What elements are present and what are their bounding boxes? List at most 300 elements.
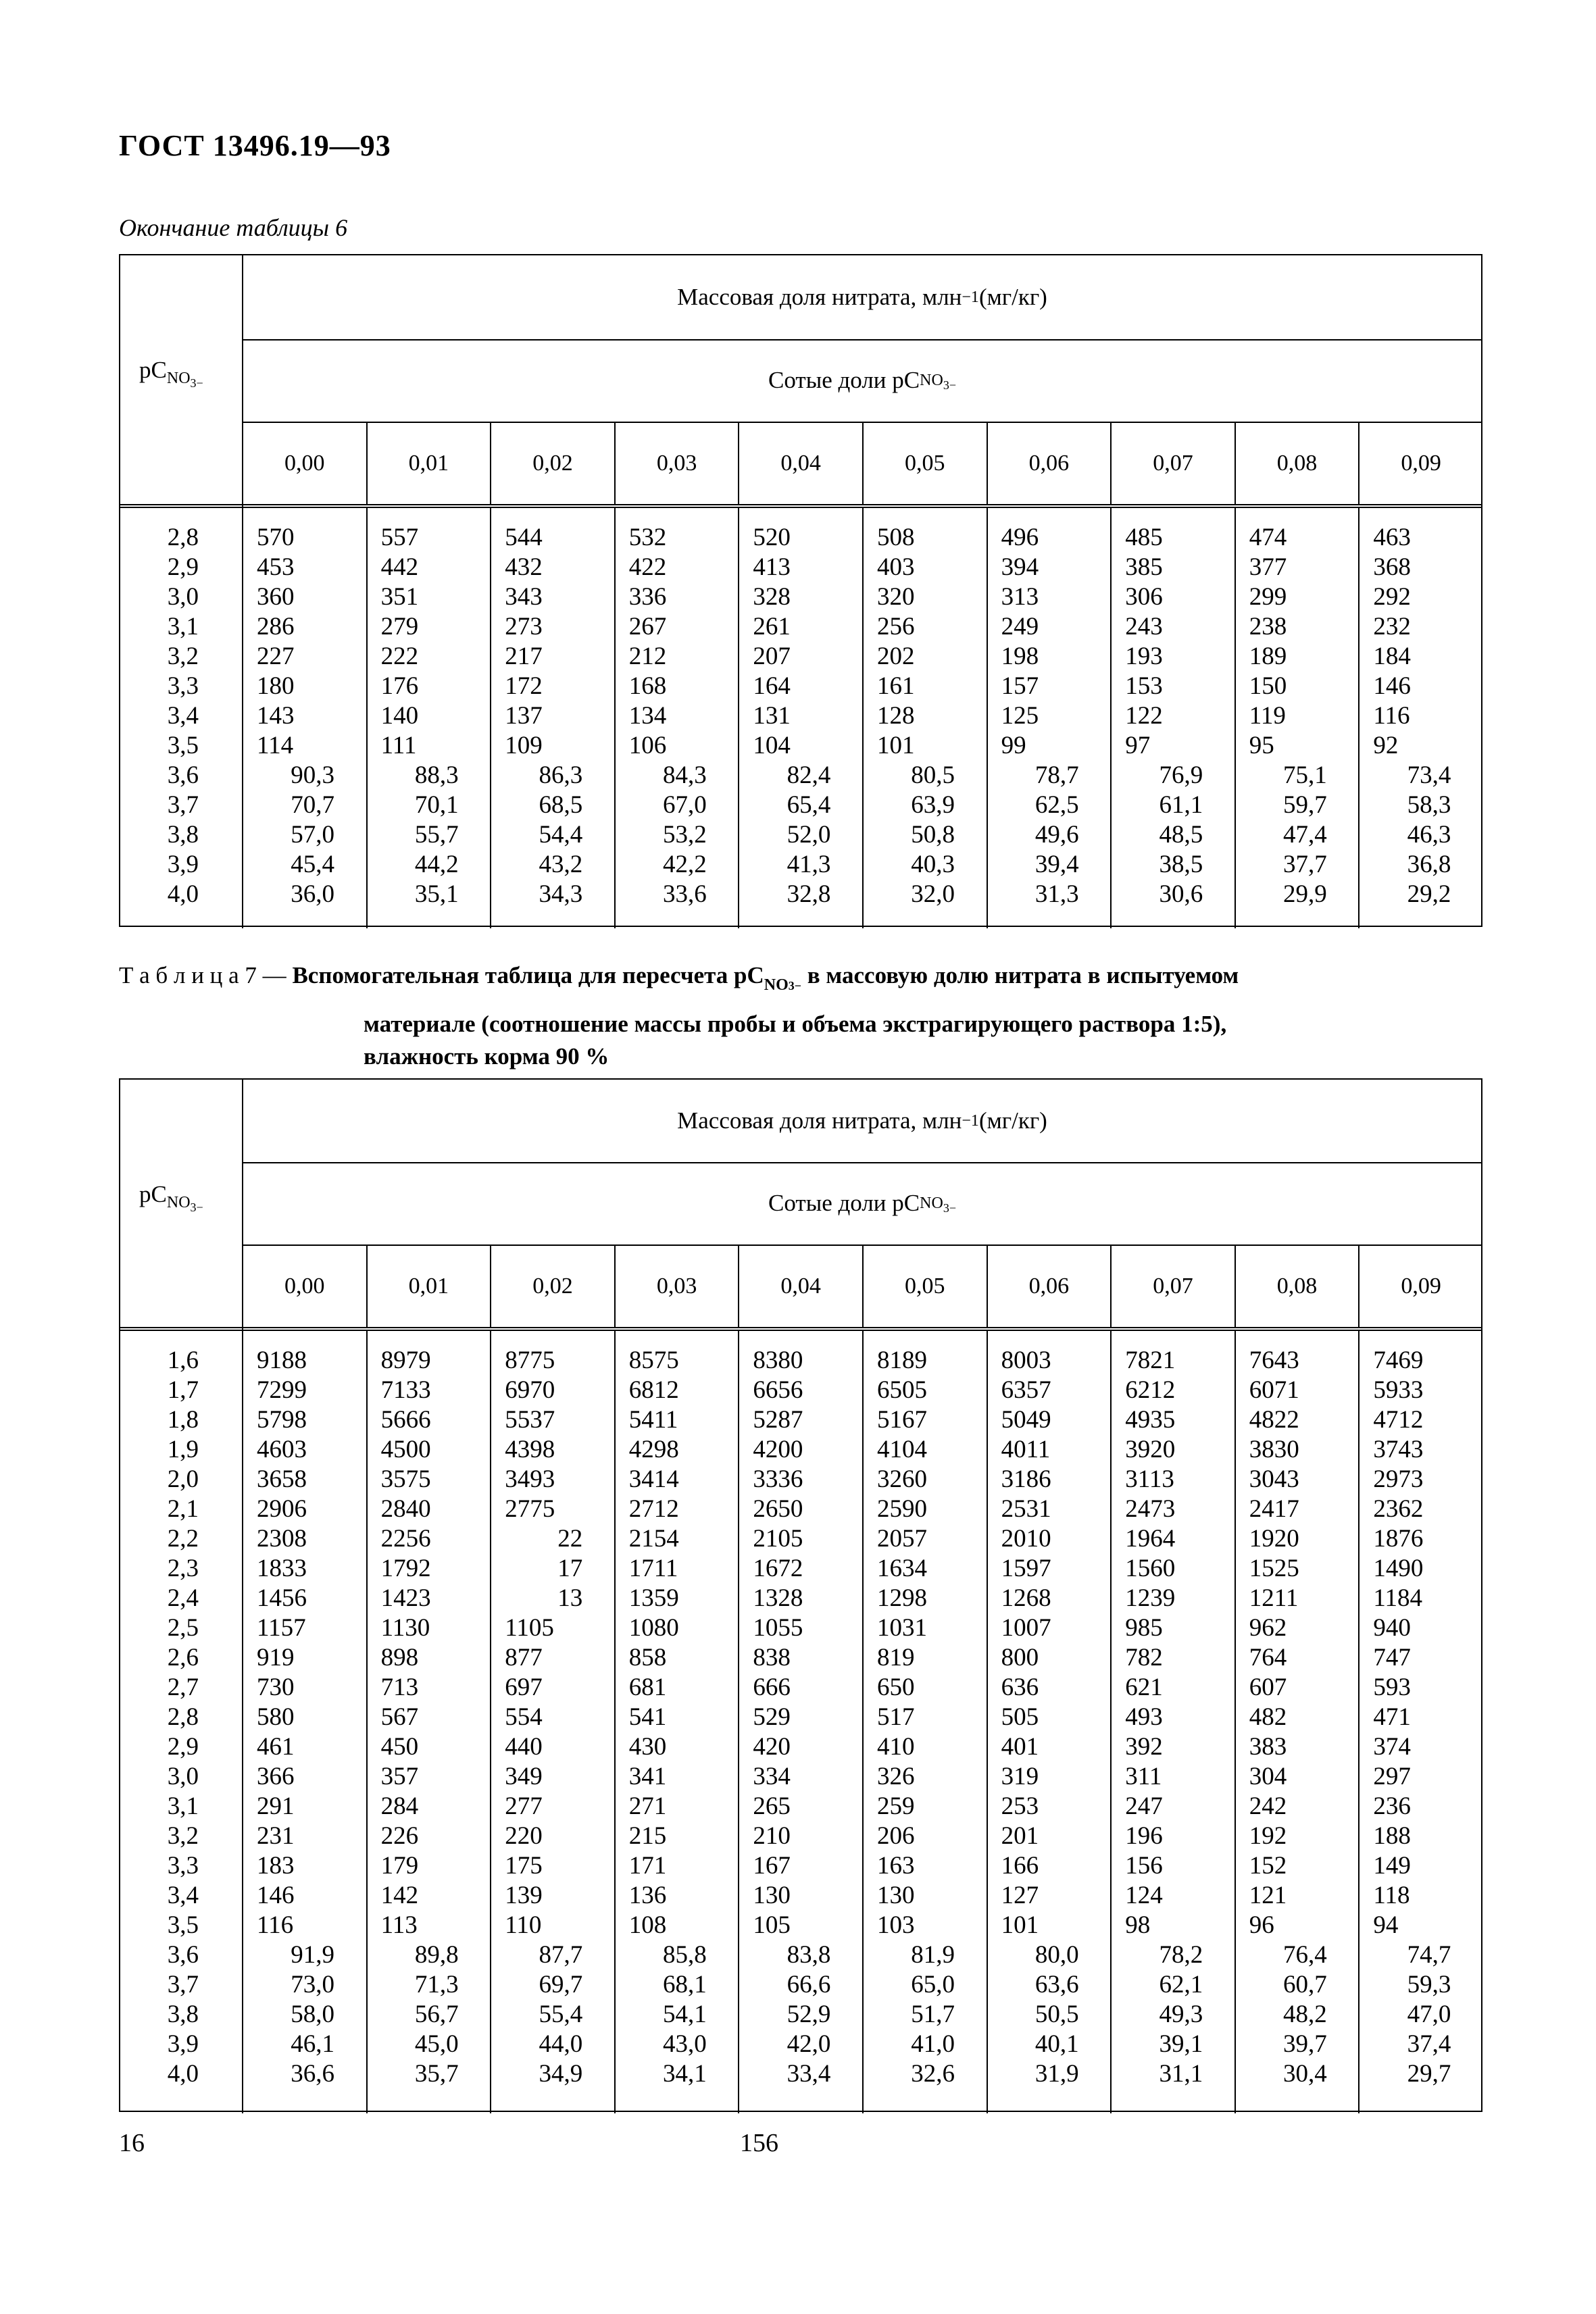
- table-cell: 238: [1249, 613, 1287, 640]
- table-cell: 1157: [257, 1614, 306, 1642]
- table-cell: 858: [628, 1644, 667, 1671]
- table-cell: 49,6: [1034, 821, 1079, 849]
- table-cell: 6812: [628, 1376, 679, 1404]
- table-cell: 42,2: [663, 851, 707, 878]
- column-header: 0,05: [862, 422, 987, 505]
- table-cell: 88,3: [414, 761, 459, 789]
- table-cell: 265: [753, 1792, 791, 1820]
- table-cell: 43,2: [539, 851, 583, 878]
- table-cell: 1239: [1125, 1584, 1176, 1612]
- table-cell: 1597: [1001, 1555, 1051, 1582]
- row-pc-value: 2,2: [167, 1525, 199, 1553]
- table-cell: 34,3: [539, 880, 583, 908]
- table-cell: 81,9: [911, 1941, 955, 1969]
- table-cell: 71,3: [414, 1971, 459, 1998]
- table-cell: 34,9: [539, 2060, 583, 2088]
- pc-header: $pC_{NO_{3-}}$: [139, 1181, 203, 1214]
- table-cell: 168: [628, 672, 667, 700]
- row-pc-value: 3,1: [167, 613, 199, 640]
- table-row: [120, 2000, 1481, 2030]
- table-cell: 5167: [877, 1406, 927, 1434]
- table-cell: 6071: [1249, 1376, 1299, 1404]
- table-cell: 940: [1373, 1614, 1411, 1642]
- table-cell: 43,0: [663, 2030, 707, 2058]
- table-cell: 73,0: [291, 1971, 334, 1998]
- table-cell: 299: [1249, 583, 1287, 611]
- table-cell: 116: [257, 1911, 294, 1939]
- column-header: 0,06: [987, 1244, 1111, 1328]
- table-cell: 17: [557, 1555, 583, 1582]
- page-number-center: 156: [740, 2129, 778, 2157]
- table-cell: 697: [505, 1674, 543, 1701]
- table-cell: 65,4: [787, 791, 831, 819]
- table-cell: 1423: [380, 1584, 431, 1612]
- table-cell: 4603: [257, 1436, 307, 1463]
- table-row: [120, 1346, 1481, 1376]
- table-cell: 357: [380, 1763, 419, 1790]
- table-cell: 78,2: [1159, 1941, 1203, 1969]
- table-cell: 306: [1125, 583, 1163, 611]
- table-cell: 343: [505, 583, 543, 611]
- column-header: 0,08: [1235, 422, 1359, 505]
- row-pc-value: 3,3: [167, 672, 199, 700]
- table-cell: 253: [1001, 1792, 1039, 1820]
- table-cell: 109: [505, 732, 543, 759]
- row-pc-value: 3,5: [167, 732, 199, 759]
- row-pc-value: 3,7: [167, 791, 199, 819]
- table-cell: 284: [380, 1792, 419, 1820]
- table-cell: 377: [1249, 553, 1287, 581]
- table-cell: 4200: [753, 1436, 803, 1463]
- table-cell: 127: [1001, 1882, 1039, 1909]
- table-cell: 60,7: [1283, 1971, 1327, 1998]
- table-cell: 453: [257, 553, 295, 581]
- table-cell: 394: [1001, 553, 1039, 581]
- table-cell: 65,0: [911, 1971, 955, 1998]
- column-header: 0,01: [366, 1244, 491, 1328]
- table-cell: 39,4: [1034, 851, 1079, 878]
- table-cell: 95: [1249, 732, 1274, 759]
- table-cell: 1490: [1373, 1555, 1424, 1582]
- table-cell: 8189: [877, 1347, 927, 1374]
- table-cell: 90,3: [291, 761, 334, 789]
- table-row: [120, 1821, 1481, 1851]
- table-cell: 2775: [505, 1495, 555, 1523]
- table-cell: 85,8: [663, 1941, 707, 1969]
- table-cell: 48,2: [1283, 2001, 1327, 2028]
- table-row: [120, 1762, 1481, 1792]
- table-cell: 56,7: [414, 2001, 459, 2028]
- table-cell: 76,9: [1159, 761, 1203, 789]
- table-cell: 31,1: [1159, 2060, 1203, 2088]
- table-cell: 87,7: [539, 1941, 583, 1969]
- table-cell: 51,7: [911, 2001, 955, 2028]
- table-cell: 2308: [257, 1525, 307, 1553]
- table-cell: 7469: [1373, 1347, 1424, 1374]
- document-title: ГОСТ 13496.19—93: [119, 129, 391, 162]
- table6-caption: Окончание таблицы 6: [119, 214, 348, 241]
- table-cell: 44,2: [414, 851, 459, 878]
- column-header: 0,01: [366, 422, 491, 505]
- table-cell: 2417: [1249, 1495, 1299, 1523]
- table-cell: 1359: [628, 1584, 679, 1612]
- table-row: [120, 1643, 1481, 1673]
- table-cell: 40,1: [1034, 2030, 1079, 2058]
- table-cell: 86,3: [539, 761, 583, 789]
- table-row: [120, 1494, 1481, 1524]
- column-header: 0,02: [490, 1244, 614, 1328]
- table-cell: 80,0: [1034, 1941, 1079, 1969]
- table-cell: 2105: [753, 1525, 803, 1553]
- table-cell: 259: [877, 1792, 915, 1820]
- table-cell: 53,2: [663, 821, 707, 849]
- table-cell: 67,0: [663, 791, 707, 819]
- table-cell: 621: [1125, 1674, 1163, 1701]
- column-header: 0,09: [1358, 1244, 1482, 1328]
- table-cell: 42,0: [787, 2030, 831, 2058]
- table-cell: 7299: [257, 1376, 307, 1404]
- table-cell: 8380: [753, 1347, 803, 1374]
- table-cell: 134: [628, 702, 667, 730]
- table-cell: 413: [753, 553, 791, 581]
- table7-caption-line1: Т а б л и ц а 7 — Вспомогательная таблица для пересчета $pC_{NO3-}$ в массовую долю нитрата в испытуемом: [119, 962, 1239, 994]
- column-header: 0,09: [1358, 422, 1482, 505]
- table-cell: 136: [628, 1882, 667, 1909]
- table-cell: 50,5: [1034, 2001, 1079, 2028]
- column-header: 0,00: [242, 1244, 366, 1328]
- table-cell: 192: [1249, 1822, 1287, 1850]
- table-cell: 34,1: [663, 2060, 707, 2088]
- table-cell: 247: [1125, 1792, 1163, 1820]
- table-cell: 4822: [1249, 1406, 1299, 1434]
- table-cell: 432: [505, 553, 543, 581]
- table-cell: 29,9: [1283, 880, 1327, 908]
- column-header: 0,02: [490, 422, 614, 505]
- table-cell: 517: [877, 1703, 915, 1731]
- table-cell: 6970: [505, 1376, 555, 1404]
- table-cell: 2256: [380, 1525, 431, 1553]
- table-cell: 311: [1125, 1763, 1162, 1790]
- column-header: 0,07: [1110, 422, 1235, 505]
- row-pc-value: 3,5: [167, 1911, 199, 1939]
- table-row: [120, 1613, 1481, 1643]
- table-cell: 5933: [1373, 1376, 1424, 1404]
- header-sub: Сотые доли pC $NO_{3-}$: [243, 1162, 1481, 1246]
- table-cell: 227: [257, 643, 295, 670]
- table-cell: 4298: [628, 1436, 679, 1463]
- table-cell: 163: [877, 1852, 915, 1880]
- table-cell: 176: [380, 672, 419, 700]
- table-row: [120, 2059, 1481, 2089]
- table-cell: 554: [505, 1703, 543, 1731]
- table-cell: 877: [505, 1644, 543, 1671]
- table-cell: 29,7: [1407, 2060, 1451, 2088]
- table-cell: 1456: [257, 1584, 307, 1612]
- table-cell: 104: [753, 732, 791, 759]
- table-row: [120, 1584, 1481, 1613]
- table-cell: 36,0: [291, 880, 334, 908]
- table-cell: 593: [1373, 1674, 1411, 1701]
- table-cell: 1920: [1249, 1525, 1299, 1553]
- table-cell: 5411: [628, 1406, 678, 1434]
- table-cell: 54,4: [539, 821, 583, 849]
- table-cell: 273: [505, 613, 543, 640]
- table-cell: 360: [257, 583, 295, 611]
- table-row: [120, 1673, 1481, 1703]
- table-cell: 1876: [1373, 1525, 1424, 1553]
- table-cell: 410: [877, 1733, 915, 1761]
- table-cell: 385: [1125, 553, 1163, 581]
- table-cell: 149: [1373, 1852, 1411, 1880]
- table-cell: 1525: [1249, 1555, 1299, 1582]
- table-cell: 101: [877, 732, 915, 759]
- row-pc-value: 3,2: [167, 643, 199, 670]
- table-cell: 392: [1125, 1733, 1163, 1761]
- table-cell: 172: [505, 672, 543, 700]
- table-cell: 33,6: [663, 880, 707, 908]
- row-pc-value: 4,0: [167, 880, 199, 908]
- table-cell: 48,5: [1159, 821, 1203, 849]
- table-cell: 2057: [877, 1525, 927, 1553]
- table-cell: 747: [1373, 1644, 1411, 1671]
- table-cell: 58,0: [291, 2001, 334, 2028]
- table-cell: 529: [753, 1703, 791, 1731]
- table-cell: 97: [1125, 732, 1151, 759]
- table-cell: 567: [380, 1703, 419, 1731]
- table-cell: 1792: [380, 1555, 431, 1582]
- table-cell: 92: [1373, 732, 1399, 759]
- table-cell: 819: [877, 1644, 915, 1671]
- table-cell: 3920: [1125, 1436, 1176, 1463]
- table-cell: 430: [628, 1733, 667, 1761]
- table-row: [120, 1881, 1481, 1911]
- row-pc-value: 2,4: [167, 1584, 199, 1612]
- row-pc-value: 3,4: [167, 702, 199, 730]
- table-cell: 5798: [257, 1406, 307, 1434]
- table-cell: 328: [753, 583, 791, 611]
- table-cell: 4712: [1373, 1406, 1424, 1434]
- table-cell: 368: [1373, 553, 1411, 581]
- table-cell: 36,8: [1407, 851, 1451, 878]
- table-cell: 91,9: [291, 1941, 334, 1969]
- column-header: 0,07: [1110, 1244, 1235, 1328]
- table-row: [120, 1554, 1481, 1584]
- table-cell: 33,4: [787, 2060, 831, 2088]
- row-pc-value: 2,5: [167, 1614, 199, 1642]
- table-cell: 80,5: [911, 761, 955, 789]
- table-row: [120, 642, 1481, 672]
- table-body: [120, 523, 1481, 909]
- table-cell: 6505: [877, 1376, 927, 1404]
- table-cell: 31,3: [1034, 880, 1079, 908]
- table-cell: 336: [628, 583, 667, 611]
- table-cell: 146: [1373, 672, 1411, 700]
- table-cell: 4935: [1125, 1406, 1176, 1434]
- table-cell: 6656: [753, 1376, 803, 1404]
- table-cell: 1328: [753, 1584, 803, 1612]
- row-pc-value: 2,8: [167, 524, 199, 551]
- table-cell: 2712: [628, 1495, 679, 1523]
- table-cell: 222: [380, 643, 419, 670]
- table7-caption-line2: материале (соотношение массы пробы и объема экстрагирующего раствора 1:5),: [364, 1011, 1227, 1037]
- table-cell: 143: [257, 702, 295, 730]
- table-cell: 1105: [505, 1614, 554, 1642]
- table-cell: 62,5: [1034, 791, 1079, 819]
- table-cell: 22: [557, 1525, 583, 1553]
- table-cell: 319: [1001, 1763, 1039, 1790]
- table-cell: 1833: [257, 1555, 307, 1582]
- table-cell: 84,3: [663, 761, 707, 789]
- table-row: [120, 850, 1481, 880]
- table-cell: 4011: [1001, 1436, 1051, 1463]
- table-cell: 202: [877, 643, 915, 670]
- table-cell: 493: [1125, 1703, 1163, 1731]
- table-cell: 70,1: [414, 791, 459, 819]
- table-cell: 450: [380, 1733, 419, 1761]
- table-cell: 351: [380, 583, 419, 611]
- table-cell: 75,1: [1283, 761, 1327, 789]
- table-cell: 180: [257, 672, 295, 700]
- table-cell: 108: [628, 1911, 667, 1939]
- table-cell: 226: [380, 1822, 419, 1850]
- table-row: [120, 1911, 1481, 1940]
- table-cell: 650: [877, 1674, 915, 1701]
- table-cell: 196: [1125, 1822, 1163, 1850]
- table-cell: 800: [1001, 1644, 1039, 1671]
- table-row: [120, 1940, 1481, 1970]
- table-cell: 50,8: [911, 821, 955, 849]
- table-cell: 189: [1249, 643, 1287, 670]
- table-cell: 782: [1125, 1644, 1163, 1671]
- table-cell: 8979: [380, 1347, 431, 1374]
- table-cell: 118: [1373, 1882, 1410, 1909]
- table-cell: 570: [257, 524, 295, 551]
- table-cell: 32,0: [911, 880, 955, 908]
- table-row: [120, 820, 1481, 850]
- row-pc-value: 1,9: [167, 1436, 199, 1463]
- header-divider: [120, 1327, 1481, 1331]
- table-cell: 3043: [1249, 1465, 1299, 1493]
- table-cell: 2590: [877, 1495, 927, 1523]
- table-cell: 70,7: [291, 791, 334, 819]
- table-row: [120, 761, 1481, 790]
- table-cell: 919: [257, 1644, 295, 1671]
- table-cell: 5287: [753, 1406, 803, 1434]
- header-divider: [120, 504, 1481, 508]
- table-cell: 128: [877, 702, 915, 730]
- table-cell: 5537: [505, 1406, 555, 1434]
- table-cell: 496: [1001, 524, 1039, 551]
- table-cell: 271: [628, 1792, 667, 1820]
- table-cell: 8575: [628, 1347, 679, 1374]
- row-pc-value: 1,7: [167, 1376, 199, 1404]
- table-cell: 2906: [257, 1495, 307, 1523]
- table-cell: 580: [257, 1703, 295, 1731]
- table-cell: 76,4: [1283, 1941, 1327, 1969]
- row-pc-value: 2,7: [167, 1674, 199, 1701]
- table-cell: 3658: [257, 1465, 307, 1493]
- table-cell: 1711: [628, 1555, 678, 1582]
- table-row: [120, 2030, 1481, 2059]
- table-cell: 32,8: [787, 880, 831, 908]
- column-headers: [242, 1244, 1482, 1328]
- table-cell: 764: [1249, 1644, 1287, 1671]
- table-cell: 4500: [380, 1436, 431, 1463]
- table-cell: 45,0: [414, 2030, 459, 2058]
- table-cell: 3336: [753, 1465, 803, 1493]
- table-cell: 236: [1373, 1792, 1411, 1820]
- table-cell: 47,4: [1283, 821, 1327, 849]
- table-cell: 94: [1373, 1911, 1399, 1939]
- table-cell: 89,8: [414, 1941, 459, 1969]
- table-cell: 7821: [1125, 1347, 1176, 1374]
- table-row: [120, 672, 1481, 701]
- table-cell: 55,7: [414, 821, 459, 849]
- table-cell: 440: [505, 1733, 543, 1761]
- table-cell: 188: [1373, 1822, 1411, 1850]
- table-cell: 124: [1125, 1882, 1163, 1909]
- header-sub: Сотые доли pC $NO_{3-}$: [243, 339, 1481, 423]
- row-pc-value: 1,8: [167, 1406, 199, 1434]
- table-cell: 3414: [628, 1465, 679, 1493]
- table-row: [120, 731, 1481, 761]
- table-cell: 36,6: [291, 2060, 334, 2088]
- table-cell: 167: [753, 1852, 791, 1880]
- table-cell: 7133: [380, 1376, 431, 1404]
- table-cell: 101: [1001, 1911, 1039, 1939]
- table-cell: 471: [1373, 1703, 1411, 1731]
- table-cell: 1080: [628, 1614, 679, 1642]
- column-header: 0,04: [738, 422, 862, 505]
- table-row: [120, 1970, 1481, 2000]
- row-pc-value: 3,4: [167, 1882, 199, 1909]
- table-cell: 175: [505, 1852, 543, 1880]
- table-cell: 156: [1125, 1852, 1163, 1880]
- table-cell: 45,4: [291, 851, 334, 878]
- table-cell: 2473: [1125, 1495, 1176, 1523]
- table-cell: 505: [1001, 1703, 1039, 1731]
- table-cell: 261: [753, 613, 791, 640]
- table-cell: 1634: [877, 1555, 927, 1582]
- table-cell: 157: [1001, 672, 1039, 700]
- table-cell: 207: [753, 643, 791, 670]
- table-cell: 220: [505, 1822, 543, 1850]
- column-header: 0,05: [862, 1244, 987, 1328]
- table-cell: 217: [505, 643, 543, 670]
- table-cell: 59,3: [1407, 1971, 1451, 1998]
- table-cell: 99: [1001, 732, 1026, 759]
- table-cell: 130: [753, 1882, 791, 1909]
- table-cell: 420: [753, 1733, 791, 1761]
- table-cell: 164: [753, 672, 791, 700]
- row-pc-value: 2,9: [167, 1733, 199, 1761]
- row-pc-value: 2,9: [167, 553, 199, 581]
- table-cell: 2362: [1373, 1495, 1424, 1523]
- table-cell: 713: [380, 1674, 419, 1701]
- table-cell: 146: [257, 1882, 295, 1909]
- table-cell: 96: [1249, 1911, 1274, 1939]
- table-cell: 3830: [1249, 1436, 1299, 1463]
- table-cell: 215: [628, 1822, 667, 1850]
- row-pc-value: 3,3: [167, 1852, 199, 1880]
- column-header: 0,00: [242, 422, 366, 505]
- table-cell: 82,4: [787, 761, 831, 789]
- table-row: [120, 1732, 1481, 1762]
- table-cell: 32,6: [911, 2060, 955, 2088]
- row-pc-value: 2,1: [167, 1495, 199, 1523]
- table-cell: 541: [628, 1703, 667, 1731]
- table-row: [120, 790, 1481, 820]
